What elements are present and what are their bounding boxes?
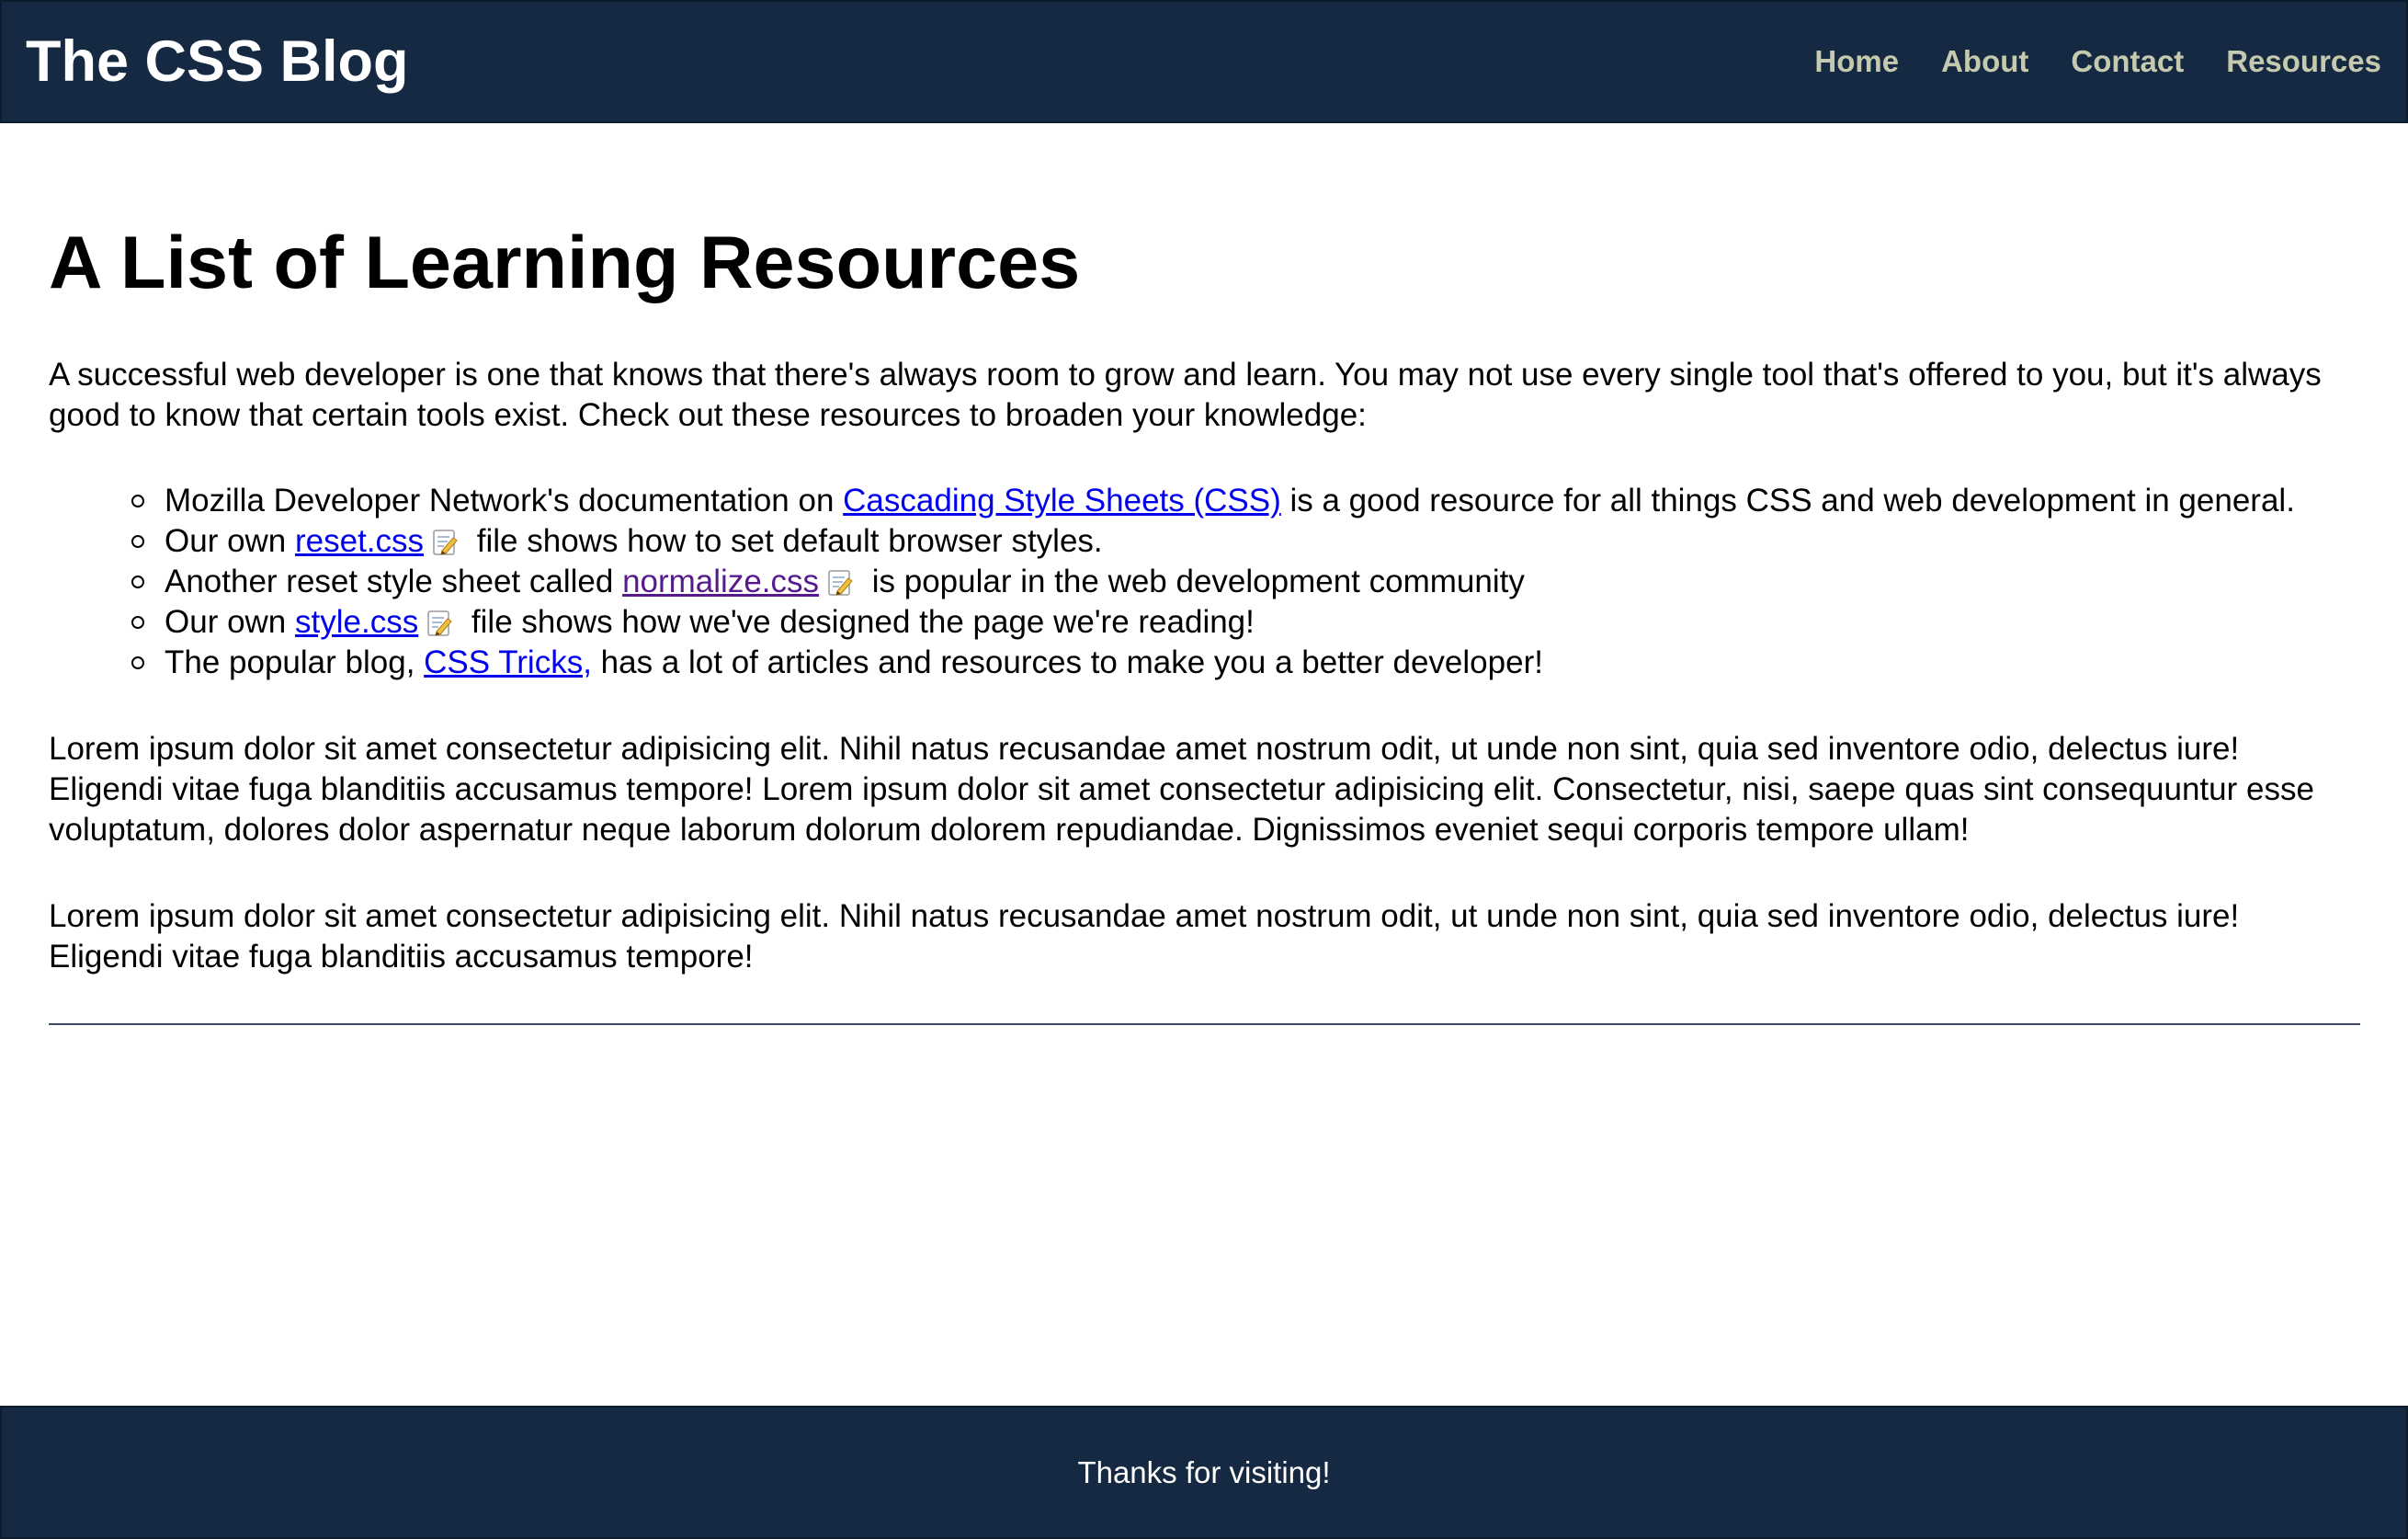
list-item: [131, 521, 2360, 562]
intro-paragraph: A successful web developer is one that knows that there's always room to grow and learn. You may not use every single tool that's offered to you, but it's always good to know that certain tools exist. Check out these resources to broaden your knowledge:: [49, 357, 2322, 434]
memo-icon: [431, 529, 459, 556]
list-item: [131, 481, 2360, 521]
main-content: [49, 123, 2360, 1032]
item-text: Mozilla Developer Network's documentation on: [165, 483, 844, 519]
link-reset-css[interactable]: reset.css: [295, 523, 425, 560]
item-text: file shows how to set default browser styles.: [468, 523, 1103, 560]
bullet-icon: [131, 535, 144, 548]
list-item: [131, 602, 2360, 643]
item-text: The popular blog,: [165, 644, 425, 681]
link-normalize-css[interactable]: normalize.css: [622, 564, 820, 600]
link-style-css[interactable]: style.css: [295, 604, 419, 641]
bullet-icon: [131, 616, 144, 629]
memo-icon: [826, 569, 854, 597]
item-text: is popular in the web development community: [863, 564, 1525, 600]
bullet-icon: [131, 656, 144, 669]
item-text: Our own: [165, 604, 295, 641]
item-text: has a lot of articles and resources to make you a better developer!: [591, 644, 1543, 681]
item-text: file shows how we've designed the page we're reading!: [462, 604, 1255, 641]
nav-link-contact[interactable]: Contact: [2071, 44, 2185, 78]
link-cascading-style-sheets[interactable]: Cascading Style Sheets (CSS): [843, 483, 1281, 519]
footer-text: Thanks for visiting!: [1077, 1454, 1331, 1489]
lorem-paragraph-1: Lorem ipsum dolor sit amet consectetur adipisicing elit. Nihil natus recusandae amet nostrum odit, ut unde non sint, quia sed inventore odio, delectus iure! Eligendi vitae fuga blanditiis accusamus tempore! Lorem ipsum dolor sit amet consectetur adipisicing elit. Consectetur, nisi, saepe quas sint consequuntur esse voluptatum, dolores dolor aspernatur neque laborum dolorum dolorem repudiandae. Dignissimos eveniet sequi corporis tempore ullam!: [49, 731, 2314, 849]
item-text: Another reset style sheet called: [165, 564, 623, 600]
list-item: [131, 643, 2360, 683]
link-css-tricks[interactable]: CSS Tricks,: [424, 644, 592, 681]
site-footer: [0, 1406, 2408, 1539]
bullet-icon: [131, 576, 144, 588]
item-text: is a good resource for all things CSS and web development in general.: [1280, 483, 2295, 519]
nav-link-about[interactable]: About: [1941, 44, 2029, 78]
item-text: Our own: [165, 523, 295, 560]
horizontal-divider: [49, 1023, 2360, 1025]
bullet-icon: [131, 495, 144, 507]
page-title: A List of Learning Resources: [49, 222, 1081, 304]
main-nav: [1814, 44, 2381, 79]
resource-list: [49, 481, 2360, 683]
lorem-paragraph-2: Lorem ipsum dolor sit amet consectetur adipisicing elit. Nihil natus recusandae amet nostrum odit, ut unde non sint, quia sed inventore odio, delectus iure! Eligendi vitae fuga blanditiis accusamus tempore!: [49, 898, 2240, 975]
list-item: [131, 562, 2360, 602]
memo-icon: [426, 610, 453, 637]
nav-link-home[interactable]: Home: [1814, 44, 1900, 78]
nav-link-resources[interactable]: Resources: [2226, 44, 2381, 78]
site-header: [0, 0, 2408, 123]
site-title: The CSS Blog: [26, 29, 409, 94]
